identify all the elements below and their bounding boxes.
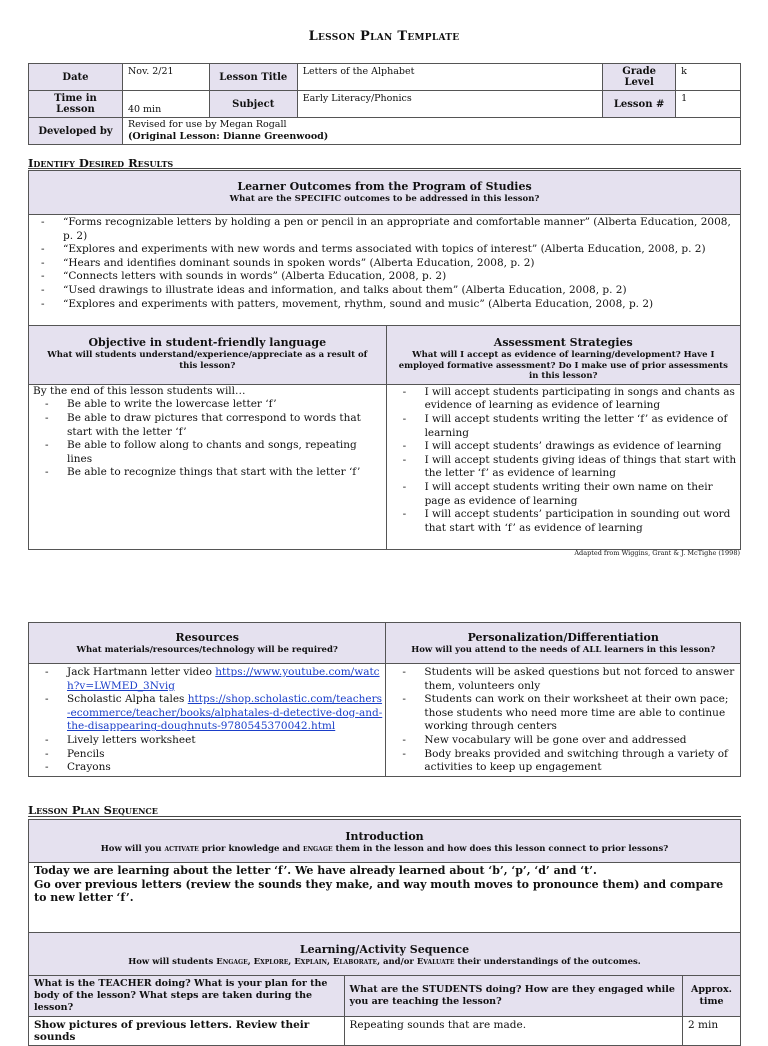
activity-sub-b: , and/or	[377, 957, 417, 967]
lesson-number-label: Lesson #	[603, 91, 676, 118]
resource-item	[29, 666, 385, 693]
assessment-item: - I will accept students writing the letter ‘f’ as evidence of learning	[387, 413, 740, 440]
activity-sub-c: their understandings of the outcomes.	[454, 957, 641, 967]
personalization-header	[386, 623, 741, 664]
activity-sub-a: How will students	[128, 957, 217, 967]
personalization-title: Personalization/Differentiation	[467, 631, 659, 644]
intro-sub-b: prior knowledge and	[198, 844, 303, 854]
activity-subtitle	[34, 957, 735, 968]
objective-item: - Be able to follow along to chants and songs, repeating lines	[29, 439, 382, 466]
objective-body	[29, 384, 387, 549]
subject-value: Early Literacy/Phonics	[297, 91, 602, 118]
assessment-subtitle: What will I accept as evidence of learning/development? Have I employed formative assessment? Do I make use of prior assessments in this lesson?	[398, 350, 728, 382]
time-label: Time in Lesson	[29, 91, 123, 118]
personalization-item: - New vocabulary will be gone over and addressed	[386, 734, 740, 748]
objective-list	[29, 398, 382, 480]
credit-note: Adapted from Wiggins, Grant & J. McTighe (1998)	[574, 549, 740, 557]
objective-item: - Be able to write the lowercase letter ‘f’	[29, 398, 382, 412]
resource-item: - Crayons	[29, 761, 385, 775]
outcome-item: - “Used drawings to illustrate ideas and information, and talks about them” (Alberta Education, 2008, p. 2)	[25, 284, 740, 298]
activity-title: Learning/Activity Sequence	[299, 943, 470, 956]
personalization-item: - Students can work on their worksheet at their own pace; those students who need more time are able to continue working through centers	[386, 693, 740, 734]
assessment-item: - I will accept students writing their own name on their page as evidence of learning	[387, 481, 740, 508]
assessment-item: - I will accept students’ participation in sounding out word that start with ‘f’ as evidence of learning	[387, 508, 740, 535]
lesson-info-table	[28, 63, 741, 145]
intro-sub-activate: activate	[164, 844, 199, 854]
resources-title: Resources	[175, 631, 239, 644]
objective-subtitle: What will students understand/experience/appreciate as a result of this lesson?	[47, 350, 368, 371]
intro-sub-a: How will you	[100, 844, 165, 854]
resource-book-label: Scholastic Alpha tales	[67, 693, 188, 706]
objective-header	[29, 326, 387, 385]
outcomes-title: Learner Outcomes from the Program of Studies	[237, 180, 532, 193]
assessment-body	[386, 384, 740, 549]
outcome-item: - “Explores and experiments with patters, movement, rhythm, sound and music” (Alberta Education, 2008, p. 2)	[25, 298, 740, 312]
personalization-subtitle: How will you attend to the needs of ALL learners in this lesson?	[411, 645, 716, 655]
personalization-body	[386, 664, 741, 777]
assessment-header	[386, 326, 740, 385]
time-value: 40 min	[122, 91, 209, 118]
document-title: Lesson Plan Template	[308, 29, 460, 44]
assessment-list	[387, 386, 740, 536]
objective-lead: By the end of this lesson students will…	[33, 384, 246, 397]
lesson-title-value: Letters of the Alphabet	[297, 64, 602, 91]
outcome-item: - “Explores and experiments with new words and terms associated with topics of interest” (Alberta Education, 2008, p. 2)	[25, 243, 740, 257]
date-value: Nov. 2/21	[122, 64, 209, 91]
row1-teacher: Show pictures of previous letters. Review their sounds	[29, 1017, 345, 1046]
outcomes-list	[25, 216, 740, 311]
resources-table	[28, 622, 741, 777]
date-label: Date	[29, 64, 123, 91]
assessment-item: - I will accept students’ drawings as evidence of learning	[387, 440, 740, 454]
resources-subtitle: What materials/resources/technology will be required?	[76, 645, 338, 655]
grade-level-value: k	[676, 64, 741, 91]
intro-sub-engage: engage	[303, 844, 333, 854]
subject-label: Subject	[209, 91, 297, 118]
outcomes-subtitle: What are the SPECIFIC outcomes to be addressed in this lesson?	[229, 194, 540, 204]
introduction-body	[29, 863, 741, 933]
sequence-table	[28, 819, 741, 1046]
row1-students: Repeating sounds that are made.	[344, 1017, 682, 1046]
students-column-header: What are the STUDENTS doing? How are they engaged while you are teaching the lesson?	[344, 976, 682, 1017]
introduction-line2: Go over previous letters (review the sounds they make, and way mouth moves to pronounce them) and compare to new letter ‘f’.	[34, 877, 724, 904]
intro-sub-c: them in the lesson and how does this lesson connect to prior lessons?	[332, 844, 669, 854]
desired-results-table	[28, 170, 741, 550]
personalization-item: - Body breaks provided and switching through a variety of activities to keep up engagement	[386, 748, 740, 775]
objective-title: Objective in student-friendly language	[88, 336, 327, 349]
row1-time: 2 min	[683, 1017, 741, 1046]
outcome-item: - “Connects letters with sounds in words” (Alberta Education, 2008, p. 2)	[25, 270, 740, 284]
developed-by-label: Developed by	[29, 118, 123, 145]
sequence-heading: Lesson Plan Sequence	[28, 803, 158, 817]
resources-body	[29, 664, 386, 777]
assessment-item: - I will accept students participating in songs and chants as evidence of learning as evidence of learning	[387, 386, 740, 413]
lesson-title-label: Lesson Title	[209, 64, 297, 91]
lesson-number-value: 1	[676, 91, 741, 118]
outcomes-body	[29, 215, 741, 326]
assessment-item: - I will accept students giving ideas of things that start with the letter ‘f’ as evidence of learning	[387, 454, 740, 481]
assessment-title: Assessment Strategies	[493, 336, 633, 349]
activity-sub-verbs: Engage, Explore, Explain, Elaborate	[216, 957, 378, 967]
resource-item	[29, 693, 385, 734]
resources-list	[29, 666, 385, 775]
resource-video-link[interactable]: https://www.youtube.com/watch?v=LWMED_3Nvig	[67, 666, 380, 692]
outcomes-header	[29, 171, 741, 215]
resources-header	[29, 623, 386, 664]
grade-level-label: Grade Level	[603, 64, 676, 91]
developed-by-line1: Revised for use by Megan Rogall	[127, 119, 287, 130]
outcome-item: - “Forms recognizable letters by holding a pen or pencil in an appropriate and comfortable manner” (Alberta Education, 2008, p. 2)	[25, 216, 740, 243]
personalization-list	[386, 666, 740, 775]
introduction-header	[29, 820, 741, 863]
time-column-header: Approx. time	[683, 976, 741, 1017]
developed-by-value	[122, 118, 740, 145]
activity-sub-evaluate: Evaluate	[416, 957, 455, 967]
desired-results-heading: Identify Desired Results	[28, 156, 174, 170]
developed-by-line2: (Original Lesson: Dianne Greenwood)	[127, 130, 329, 142]
outcome-item: - “Hears and identifies dominant sounds in spoken words” (Alberta Education, 2008, p. 2)	[25, 257, 740, 271]
introduction-subtitle	[34, 844, 735, 855]
resource-item: - Pencils	[29, 748, 385, 762]
activity-header	[29, 933, 741, 976]
introduction-line1: Today we are learning about the letter ‘f’. We have already learned about ‘b’, ‘p’, ‘d’ and ‘t’.	[34, 864, 597, 877]
objective-item: - Be able to draw pictures that correspond to words that start with the letter ‘f’	[29, 412, 382, 439]
resource-book-link[interactable]: https://shop.scholastic.com/teachers-ecommerce/teacher/books/alphatales-d-detective-dog-and-the-disappearing-doughnuts-9780545370042.html	[67, 693, 383, 733]
teacher-column-header: What is the TEACHER doing? What is your plan for the body of the lesson? What steps are taken during the lesson?	[29, 976, 345, 1017]
personalization-item: - Students will be asked questions but not forced to answer them, volunteers only	[386, 666, 740, 693]
objective-item: - Be able to recognize things that start with the letter ‘f’	[29, 466, 382, 480]
resource-item: - Lively letters worksheet	[29, 734, 385, 748]
resource-video-label: Jack Hartmann letter video	[67, 666, 216, 678]
introduction-title: Introduction	[345, 830, 424, 843]
